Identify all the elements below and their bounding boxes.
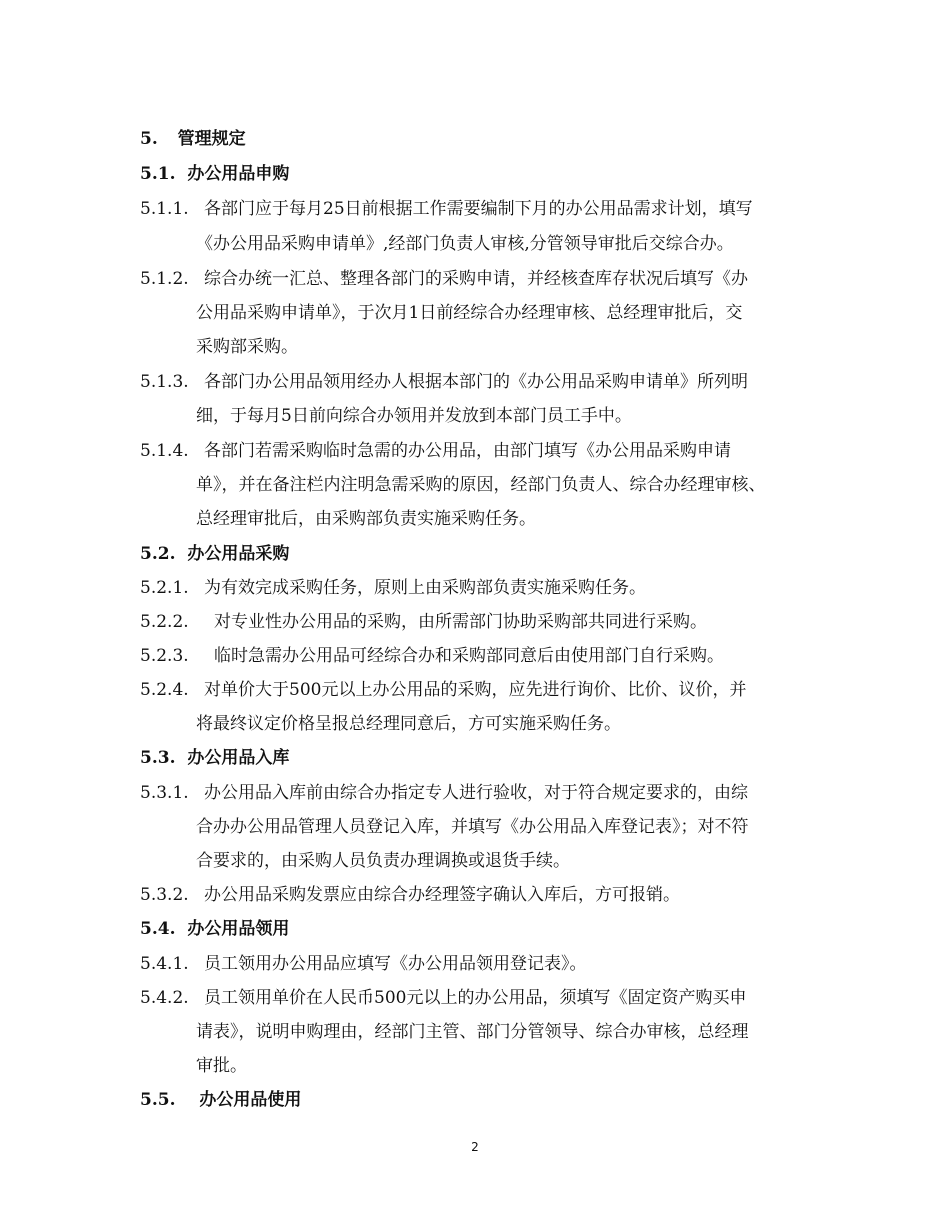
subsection-title: 办公用品申购: [187, 164, 290, 184]
item-number: 5.2.4.: [140, 680, 189, 700]
item-text-continued: 请表》，说明申购理由，经部门主管、部门分管领导、综合办审核，总经理: [196, 1022, 749, 1042]
item-number: 5.3.2.: [140, 885, 189, 905]
item-text-continued: 合办办公用品管理人员登记入库，并填写《办公用品入库登记表》；对不符: [196, 817, 749, 837]
item-text: 办公用品采购发票应由综合办经理签字确认入库后，方可报销。: [204, 885, 680, 905]
list-item: [140, 987, 746, 1009]
item-text: 综合办统一汇总、整理各部门的采购申请，并经核查库存状况后填写《办: [204, 269, 748, 289]
item-text: 办公用品入库前由综合办指定专人进行验收，对于符合规定要求的，由综: [204, 783, 748, 803]
subsection-title: 办公用品入库: [187, 748, 290, 768]
item-number: 5.1.4.: [140, 441, 189, 461]
list-item: [140, 782, 748, 804]
item-number: 5.3.1.: [140, 783, 189, 803]
subsection-number: 5.2.: [140, 544, 176, 564]
subsection-number: 5.3.: [140, 748, 176, 768]
item-number: 5.1.1.: [140, 199, 189, 219]
item-text-continued: 单》，并在备注栏内注明急需采购的原因，经部门负责人、综合办经理审核、: [196, 475, 766, 495]
item-text-continued: 《办公用品采购申请单》,经部门负责人审核,分管领导审批后交综合办。: [196, 234, 734, 254]
subsection-title: 办公用品采购: [187, 544, 290, 564]
list-item: [140, 440, 731, 462]
item-text-continued: 细，于每月5日前向综合办领用并发放到本部门员工手中。: [196, 406, 632, 426]
item-number: 5.4.1.: [140, 954, 189, 974]
subsection-heading: [140, 163, 289, 185]
list-item: [140, 953, 587, 975]
item-text: 各部门应于每月25日前根据工作需要编制下月的办公用品需求计划，填写: [204, 199, 753, 219]
item-text-continued: 合要求的，由采购人员负责办理调换或退货手续。: [196, 851, 570, 871]
item-text-continued: 采购部采购。: [196, 337, 298, 357]
item-text: 员工领用办公用品应填写《办公用品领用登记表》。: [204, 954, 587, 974]
subsection-heading: [140, 1089, 301, 1111]
item-text-continued: 将最终议定价格呈报总经理同意后，方可实施采购任务。: [196, 714, 621, 734]
list-item: [140, 679, 746, 701]
item-number: 5.1.3.: [140, 372, 189, 392]
item-text: 员工领用单价在人民币500元以上的办公用品，须填写《固定资产购买申: [204, 988, 747, 1008]
subsection-title: 办公用品使用: [199, 1090, 302, 1110]
list-item: [140, 371, 748, 393]
subsection-number: 5.4.: [140, 919, 176, 939]
item-number: 5.2.1.: [140, 578, 189, 598]
section-number: 5.: [140, 129, 158, 149]
item-text-continued: 总经理审批后，由采购部负责实施采购任务。: [196, 509, 536, 529]
subsection-number: 5.1.: [140, 164, 176, 184]
item-text-continued: 审批。: [196, 1056, 247, 1076]
item-number: 5.1.2.: [140, 269, 189, 289]
section-heading: [140, 128, 246, 150]
subsection-heading: [140, 543, 289, 565]
item-text-continued: 公用品采购申请单》，于次月1日前经综合办经理审核、总经理审批后，交: [196, 303, 743, 323]
list-item: [140, 268, 748, 290]
list-item: [140, 577, 646, 599]
item-text: 各部门办公用品领用经办人根据本部门的《办公用品采购申请单》所列明: [204, 372, 748, 392]
list-item: [140, 645, 724, 667]
subsection-title: 办公用品领用: [187, 919, 290, 939]
list-item: [140, 884, 680, 906]
section-title: 管理规定: [177, 129, 246, 149]
item-number: 5.2.2.: [140, 612, 189, 632]
item-number: 5.4.2.: [140, 988, 189, 1008]
item-text: 为有效完成采购任务，原则上由采购部负责实施采购任务。: [204, 578, 646, 598]
subsection-number: 5.5.: [140, 1090, 176, 1110]
item-text: 各部门若需采购临时急需的办公用品，由部门填写《办公用品采购申请: [204, 441, 731, 461]
list-item: [140, 198, 753, 220]
subsection-heading: [140, 918, 289, 940]
item-number: 5.2.3.: [140, 646, 189, 666]
list-item: [140, 611, 707, 633]
subsection-heading: [140, 747, 289, 769]
item-text: 临时急需办公用品可经综合办和采购部同意后由使用部门自行采购。: [214, 646, 724, 666]
item-text: 对专业性办公用品的采购，由所需部门协助采购部共同进行采购。: [214, 612, 707, 632]
page-number: 2: [471, 1140, 479, 1154]
item-text: 对单价大于500元以上办公用品的采购，应先进行询价、比价、议价，并: [204, 680, 747, 700]
